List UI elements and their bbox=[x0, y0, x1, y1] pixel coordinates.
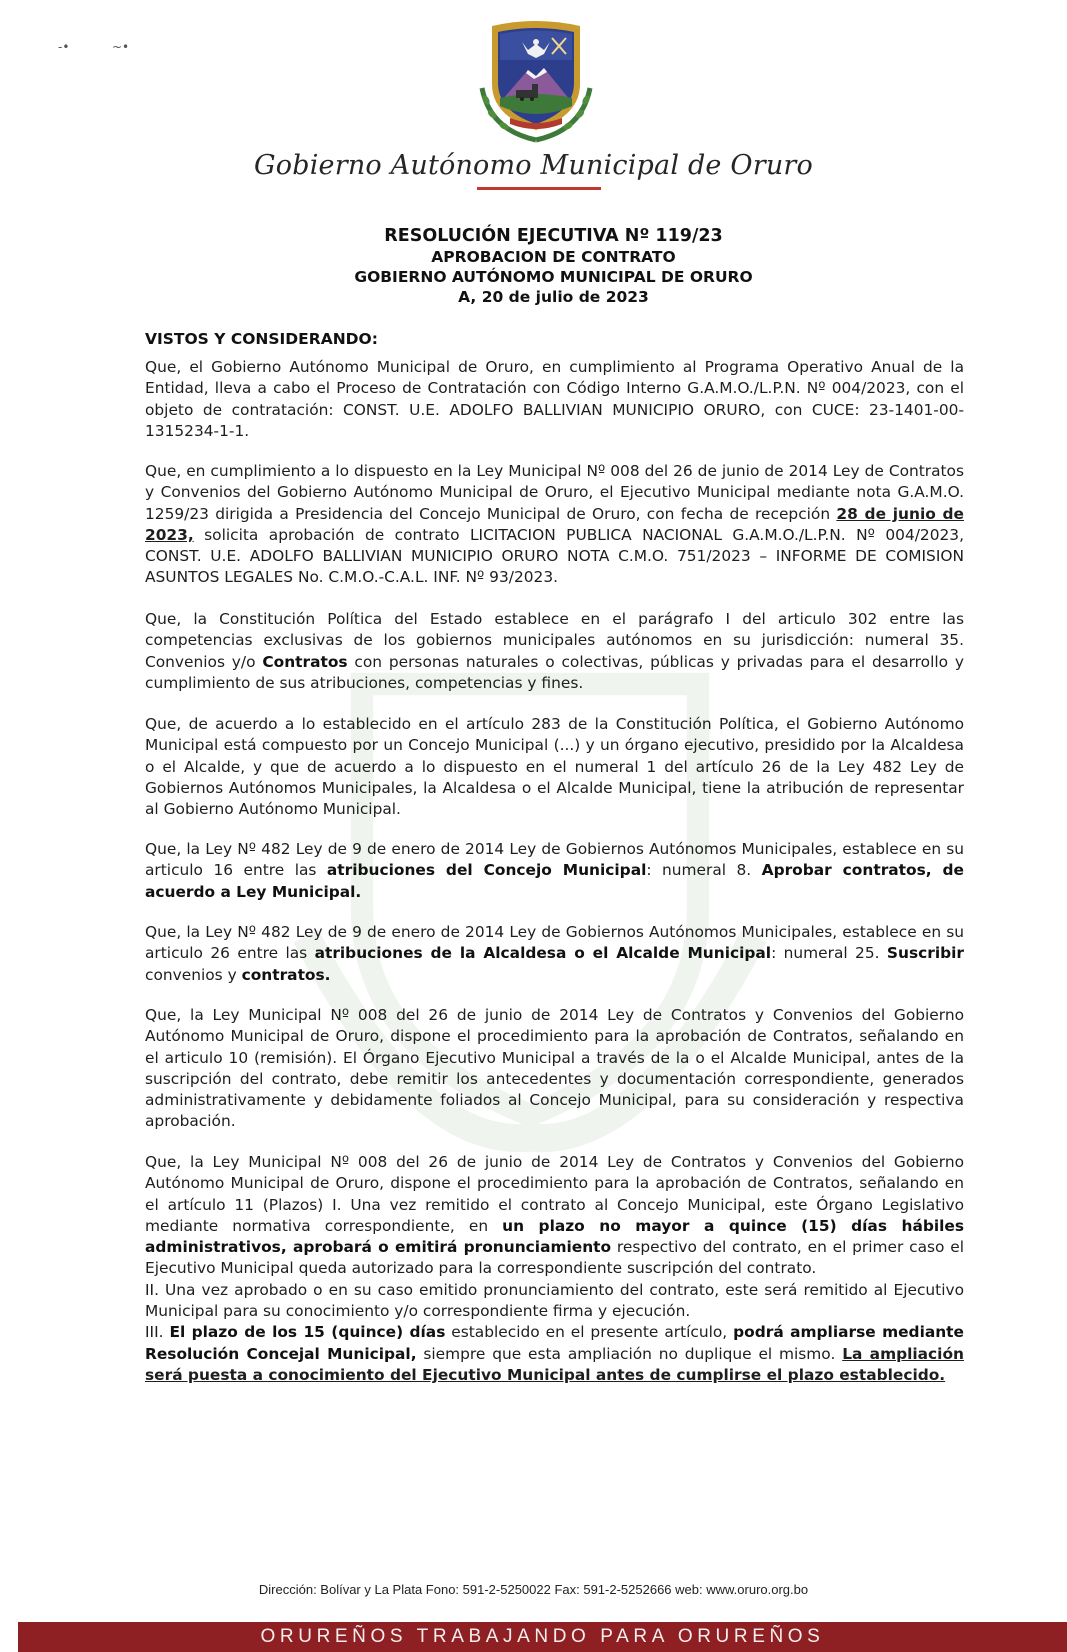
paragraph-text: : numeral 8. bbox=[646, 861, 762, 880]
bold-text: atribuciones de la Alcaldesa o el Alcalde Municipal bbox=[314, 944, 772, 963]
paragraph-7 bbox=[145, 1005, 964, 1133]
paragraph-2 bbox=[145, 461, 964, 589]
paragraph-text: solicita aprobación de contrato LICITACION PUBLICA NACIONAL G.A.M.O./L.P.N. Nº 004/2023, CONST. U.E. ADOLFO BALLIVIAN MUNICIPIO ORURO NOTA C.M.O. 751/2023 – INFORME DE COMISION ASUNTOS LEGALES No. C.M.O.-C.A.L. INF. Nº 93/2023. bbox=[145, 525, 964, 587]
paragraph-8 bbox=[145, 1152, 964, 1386]
bold-text: Suscribir bbox=[886, 944, 964, 963]
bold-text: Contratos bbox=[262, 652, 348, 671]
paragraph-text: respectivo del contrato, en el primer caso el Ejecutivo Municipal queda autorizado para la correspondiente suscripción del contrato. bbox=[145, 1238, 964, 1278]
paragraph-text: Que, de acuerdo a lo establecido en el artículo 283 de la Constitución Política, el Gobierno Autónomo Municipal está compuesto por un Concejo Municipal (...) y un órgano ejecutivo, presidido por la Alcaldesa o el Alcalde, y que de acuerdo a lo dispuesto en el numeral 1 del artículo 26 de la Ley 482 Ley de Gobiernos Autónomos Municipales, la Alcaldesa o el Alcalde Municipal, tiene la atribución de representar al Gobierno Autónomo Municipal. bbox=[145, 715, 964, 819]
bold-text: atribuciones del Concejo Municipal bbox=[326, 861, 647, 880]
bold-text: un plazo no mayor a quince (15) días hábiles administrativos, aprobará o emitirá pronunciamiento bbox=[145, 1216, 964, 1257]
paragraph-5 bbox=[145, 839, 964, 903]
resolution-subtitle: APROBACION DE CONTRATO bbox=[431, 248, 676, 266]
paragraph-4 bbox=[145, 714, 964, 820]
stray-mark: ~• bbox=[112, 40, 130, 54]
paragraph-text: : numeral 25. bbox=[771, 944, 887, 963]
resolution-entity: GOBIERNO AUTÓNOMO MUNICIPAL DE ORURO bbox=[354, 268, 753, 286]
bold-text: podrá ampliarse mediante Resolución Concejal Municipal, bbox=[145, 1323, 964, 1363]
paragraph-text: Que, la Ley Nº 482 Ley de 9 de enero de 2014 Ley de Gobiernos Autónomos Municipales, establece en su articulo 16 entre las bbox=[145, 840, 964, 880]
footer-slogan: ORUREÑOS TRABAJANDO PARA ORUREÑOS bbox=[260, 1626, 825, 1647]
paragraph-text: siempre que esta ampliación no duplique el mismo. bbox=[416, 1344, 843, 1363]
resolution-title: RESOLUCIÓN EJECUTIVA Nº 119/23 bbox=[384, 226, 723, 246]
municipality-title: Gobierno Autónomo Municipal de Oruro bbox=[254, 150, 813, 181]
title-underline bbox=[477, 187, 601, 190]
paragraph-text: Que, la Ley Municipal Nº 008 del 26 de junio de 2014 Ley de Contratos y Convenios del Gobierno Autónomo Municipal de Oruro, dispone el procedimiento para la aprobación de Contratos, señalando en el articulo 10 (remisión). El Órgano Ejecutivo Municipal a través de la o el Alcalde Municipal, antes de la suscripción del contrato, debe remitir los antecedentes y documentación correspondiente, generados administrativamente y debidamente foliados al Concejo Municipal, para su consideración y respectiva aprobación. bbox=[145, 1006, 964, 1131]
paragraph-text: II. Una vez aprobado o en su caso emitido pronunciamiento del contrato, este será remitido al Ejecutivo Municipal para su conocimiento y/o correspondiente firma y ejecución. bbox=[145, 1280, 964, 1321]
paragraph-1 bbox=[145, 357, 964, 442]
bold-text: contratos. bbox=[241, 965, 331, 984]
paragraph-text: Que, la Ley Nº 482 Ley de 9 de enero de 2014 Ley de Gobiernos Autónomos Municipales, establece en su articulo 26 entre las bbox=[145, 923, 964, 963]
paragraph-text: Que, el Gobierno Autónomo Municipal de Oruro, en cumplimiento al Programa Operativo Anual de la Entidad, lleva a cabo el Proceso de Contratación con Código Interno G.A.M.O./L.P.N. Nº 004/2023, con el objeto de contratación: CONST. U.E. ADOLFO BALLIVIAN MUNICIPIO ORURO, con CUCE: 23-1401-00-1315234-1-1. bbox=[145, 358, 964, 440]
footer-address: Dirección: Bolívar y La Plata Fono: 591-2-5250022 Fax: 591-2-5252666 web: www.oruro.org.bo bbox=[258, 1582, 809, 1597]
paragraph-text: Que, la Ley Municipal Nº 008 del 26 de junio de 2014 Ley de Contratos y Convenios del Gobierno Autónomo Municipal de Oruro, dispone el procedimiento para la aprobación de Contratos, señalando en el artículo 11 (Plazos) I. Una vez remitido el contrato al Concejo Municipal, este Órgano Legislativo mediante normativa correspondiente, en bbox=[145, 1153, 964, 1235]
paragraph-text: con personas naturales o colectivas, públicas y privadas para el desarrollo y cumplimiento de sus atribuciones, competencias y fines. bbox=[145, 652, 964, 692]
paragraph-6 bbox=[145, 922, 964, 986]
paragraph-3 bbox=[145, 609, 964, 694]
paragraph-text: Que, en cumplimiento a lo dispuesto en la Ley Municipal Nº 008 del 26 de junio de 2014 Ley de Contratos y Convenios del Gobierno Autónomo Municipal de Oruro, el Ejecutivo Municipal mediante nota G.A.M.O. 1259/23 dirigida a Presidencia del Concejo Municipal de Oruro, con fecha de recepción bbox=[145, 462, 964, 523]
highlighted-date: 28 de junio de 2023, bbox=[145, 504, 964, 544]
paragraph-text: III. bbox=[145, 1323, 170, 1342]
resolution-date: A, 20 de julio de 2023 bbox=[458, 288, 649, 306]
section-heading: VISTOS Y CONSIDERANDO: bbox=[145, 330, 378, 348]
underlined-text: La ampliación será puesta a conocimiento del Ejecutivo Municipal antes de cumplirse el plazo establecido. bbox=[145, 1344, 964, 1384]
paragraph-text: establecido en el presente artículo, bbox=[445, 1323, 734, 1342]
bold-text: El plazo de los 15 (quince) días bbox=[169, 1323, 446, 1342]
stray-mark: -• bbox=[58, 40, 70, 54]
paragraph-text: Que, la Constitución Política del Estado establece en el parágrafo I del articulo 302 entre las competencias exclusivas de los gobiernos municipales autónomos en su jurisdicción: numeral 35. Convenios y/o bbox=[145, 610, 964, 671]
municipal-seal-icon bbox=[470, 18, 602, 146]
paragraph-text: convenios y bbox=[145, 965, 242, 984]
footer-band bbox=[18, 1622, 1067, 1652]
bold-text: Aprobar contratos, de acuerdo a Ley Municipal. bbox=[145, 861, 964, 901]
